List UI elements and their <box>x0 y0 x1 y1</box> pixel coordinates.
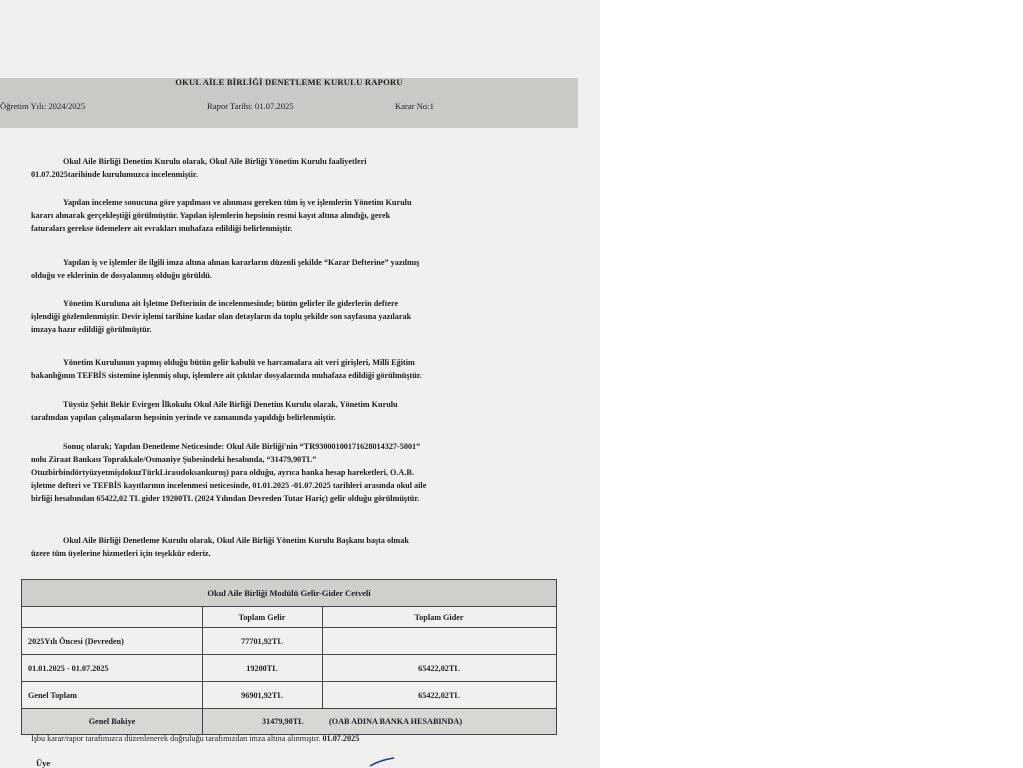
column-header-income: Toplam Gelir <box>238 612 286 622</box>
row-label: 01.01.2025 - 01.07.2025 <box>28 663 109 673</box>
paragraph-line: imzaya hazır edildiği görülmüştür. <box>31 325 152 334</box>
income-expense-table <box>21 579 557 735</box>
table-row <box>22 682 556 709</box>
paragraph-line: birliği hesabından 65422,02 TL gider 19200TL (2024 Yılından Devreden Tutar Hariç) gelir olduğu görülmüştür. <box>31 494 420 503</box>
paragraph-1 <box>31 155 517 181</box>
paragraph-line: tarafından yapılan çalışmaların hepsinin yerinde ve zamanında yapıldığı belirlenmiştir. <box>31 413 336 422</box>
paragraph-line: kararı alınarak gerçekleştiği görülmüştür. Yapılan işlemlerin hepsinin resmi kayıt altına alındığı, gerek <box>31 211 391 220</box>
signature-stroke <box>368 756 396 768</box>
paragraph-4 <box>31 297 517 336</box>
paragraph-line: 01.07.2025tarihinde kurulumuzca incelenmiştir. <box>31 170 198 179</box>
paragraph-line: Yönetim Kurulunun yapmış olduğu bütün gelir kabulü ve harcamalara ait veri girişleri, Milli Eğitim <box>63 358 415 367</box>
paragraph-5 <box>31 356 517 382</box>
footer-date: 01.07.2025 <box>322 734 360 743</box>
paragraph-line: Yapılan inceleme sonucuna göre yapılması ve alınması gereken tüm iş ve işlemlerin Yönetim Kurulu <box>63 198 412 207</box>
paragraph-line: Yapılan iş ve işlemler ile ilgili imza altına alınan kararların düzenli şekilde “Karar Defterine” yazılmış <box>63 258 420 267</box>
paragraph-2 <box>31 196 517 235</box>
paragraph-line: Sonuç olarak; Yapılan Denetleme Neticesinde: Okul Aile Birliği'nin “TR930001001716280143​27-5001” <box>63 442 421 451</box>
table-row <box>22 628 556 655</box>
paragraph-6 <box>31 398 517 424</box>
paragraph-line: Tüysüz Şehit Bekir Evirgen İlkokulu Okul Aile Birliği Denetim Kurulu olarak, Yönetim Kurulu <box>63 400 398 409</box>
row-label: 2025Yılı Öncesi (Devreden) <box>28 636 124 646</box>
academic-year: Öğretim Yılı: 2024/2025 <box>0 101 86 111</box>
paragraph-line: faturaları gerekse ödemelere ait evrakları muhafaza edildiği belirlenmiştir. <box>31 224 293 233</box>
report-date: Rapor Tarihi: 01.07.2025 <box>207 101 294 111</box>
paragraph-line: Yönetim Kuruluna ait İşletme Defterinin de incelenmesinde; bütün gelirler ile giderlerin deftere <box>63 299 399 308</box>
paragraph-line: nolu Ziraat Bankası Toprakkale/Osmaniye Şubesindeki hesabında, “31479,90TL” <box>31 455 317 464</box>
member-signature-label: Üye <box>36 758 51 768</box>
decision-number: Karar No:1 <box>395 101 434 111</box>
table-title: Okul Aile Birliği Modülü Gelir-Gider Cetveli <box>22 580 556 607</box>
paragraph-line: üzere tüm üyelerine hizmetleri için teşekkür ederiz. <box>31 549 211 558</box>
balance-label: Genel Bakiye <box>88 717 136 726</box>
row-income: 96901,92TL <box>241 690 283 700</box>
row-expense: 65422,02TL <box>418 663 460 673</box>
paragraph-line: bakanlığının TEFBİS sistemine işlenmiş olup, işlemlere ait çıktılar dosyalarında muhafaza edildiği görülmüştür. <box>31 371 422 380</box>
paragraph-7 <box>31 440 517 505</box>
row-label: Genel Toplam <box>28 690 77 700</box>
paragraph-line: OtuzbirbindörtyüzyetmişdokuzTürkLirasıdoksankuruş) para olduğu, ayrıca banka hesap hareketleri, O.A.B. <box>31 468 414 477</box>
balance-note: (OAB ADINA BANKA HESABINDA) <box>329 717 463 726</box>
table-header-row <box>22 607 556 628</box>
paragraph-line: Okul Aile Birliği Denetim Kurulu olarak, Okul Aile Birliği Yönetim Kurulu faaliyetleri <box>63 157 367 166</box>
table-row <box>22 655 556 682</box>
paragraph-3 <box>31 256 517 282</box>
paragraph-line: işlendiği gözlemlenmiştir. Devir işlemi tarihine kadar olan detayların da toplu şekilde son sayfasına yazılarak <box>31 312 412 321</box>
row-expense: 65422,02TL <box>418 690 460 700</box>
column-header-expense: Toplam Gider <box>414 612 464 622</box>
footer-statement <box>31 734 359 743</box>
paragraph-8 <box>31 534 517 560</box>
row-expense <box>322 628 556 654</box>
row-income: 77701,92TL <box>241 636 283 646</box>
paragraph-line: Okul Aile Birliği Denetleme Kurulu olarak, Okul Aile Birliği Yönetim Kurulu Başkanı başta olmak <box>63 536 409 545</box>
row-income: 19200TL <box>246 663 278 673</box>
report-title: OKUL AİLE BİRLİĞİ DENETLEME KURULU RAPORU <box>175 77 403 87</box>
paragraph-line: olduğu ve eklerinin de dosyalanmış olduğu görüldü. <box>31 271 212 280</box>
footer-statement-text: İşbu karar/rapor tarafımızca düzenlenerek doğruluğu tarafımızdan imza altına alınmıştır. <box>31 734 321 743</box>
paragraph-line: işletme defteri ve TEFBİS kayıtlarının incelenmesi neticesinde, 01.01.2025 -01.07.2025 tarihleri arasında okul aile <box>31 481 427 490</box>
balance-row <box>22 709 556 734</box>
balance-value: 31479,90TL <box>262 717 304 726</box>
